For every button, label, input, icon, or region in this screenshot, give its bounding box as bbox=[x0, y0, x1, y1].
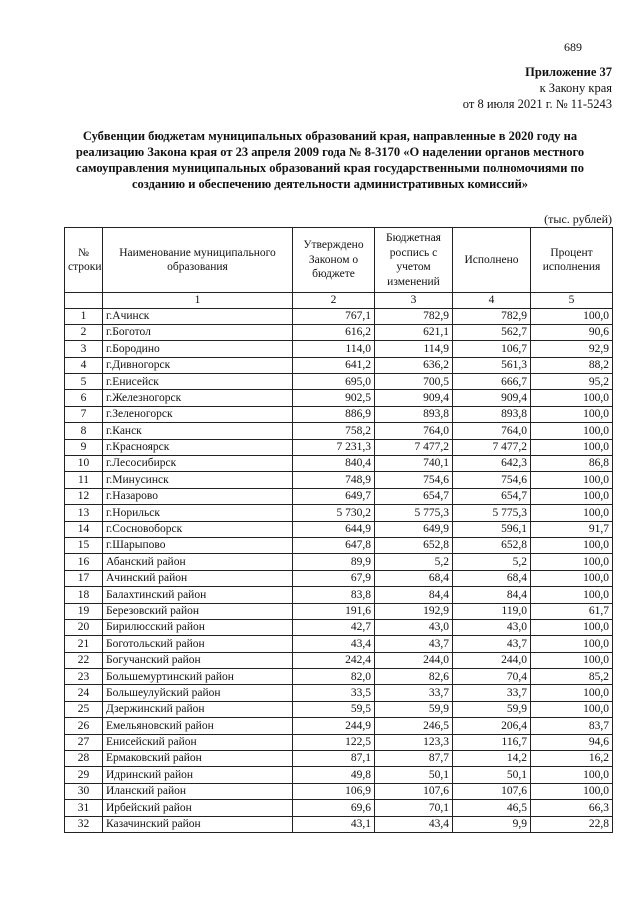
cell-approved: 7 231,3 bbox=[293, 439, 375, 455]
cell-row-number: 23 bbox=[65, 669, 103, 685]
cell-row-number: 32 bbox=[65, 816, 103, 832]
cell-executed: 46,5 bbox=[453, 800, 531, 816]
table-header-row bbox=[65, 228, 613, 293]
cell-row-number: 12 bbox=[65, 488, 103, 504]
cell-budget-list: 740,1 bbox=[375, 456, 453, 472]
cell-executed: 5 775,3 bbox=[453, 505, 531, 521]
cell-municipality: Балахтинский район bbox=[103, 587, 293, 603]
table-row bbox=[65, 324, 613, 340]
column-number: 4 bbox=[453, 293, 531, 309]
cell-percent: 100,0 bbox=[531, 488, 613, 504]
cell-executed: 666,7 bbox=[453, 374, 531, 390]
cell-municipality: г.Зеленогорск bbox=[103, 406, 293, 422]
cell-row-number: 10 bbox=[65, 456, 103, 472]
cell-municipality: Емельяновский район bbox=[103, 718, 293, 734]
cell-municipality: Дзержинский район bbox=[103, 701, 293, 717]
cell-executed: 561,3 bbox=[453, 357, 531, 373]
cell-municipality: Бирилюсский район bbox=[103, 619, 293, 635]
cell-municipality: г.Сосновоборск bbox=[103, 521, 293, 537]
cell-budget-list: 43,4 bbox=[375, 816, 453, 832]
table-row bbox=[65, 456, 613, 472]
cell-percent: 100,0 bbox=[531, 767, 613, 783]
header-municipality: Наименование муниципального образования bbox=[103, 228, 293, 293]
cell-row-number: 27 bbox=[65, 734, 103, 750]
cell-row-number: 29 bbox=[65, 767, 103, 783]
cell-budget-list: 84,4 bbox=[375, 587, 453, 603]
column-number: 5 bbox=[531, 293, 613, 309]
cell-percent: 100,0 bbox=[531, 439, 613, 455]
cell-executed: 107,6 bbox=[453, 783, 531, 799]
cell-approved: 244,9 bbox=[293, 718, 375, 734]
cell-row-number: 1 bbox=[65, 308, 103, 324]
cell-approved: 616,2 bbox=[293, 324, 375, 340]
cell-executed: 7 477,2 bbox=[453, 439, 531, 455]
cell-approved: 43,1 bbox=[293, 816, 375, 832]
cell-percent: 100,0 bbox=[531, 570, 613, 586]
cell-approved: 59,5 bbox=[293, 701, 375, 717]
cell-budget-list: 5 775,3 bbox=[375, 505, 453, 521]
table-row bbox=[65, 505, 613, 521]
cell-row-number: 13 bbox=[65, 505, 103, 521]
cell-budget-list: 246,5 bbox=[375, 718, 453, 734]
document-title: Субвенции бюджетам муниципальных образований края, направленные в 2020 году на реализацию Закона края от 23 апреля 2009 года № 8-3170 «О наделении органов местного самоуправления муниципальных образований края государственными полномочиями по созданию и обеспечению деятельности административных комиссий» bbox=[75, 129, 585, 191]
cell-budget-list: 652,8 bbox=[375, 537, 453, 553]
cell-approved: 87,1 bbox=[293, 751, 375, 767]
cell-executed: 652,8 bbox=[453, 537, 531, 553]
table-row bbox=[65, 751, 613, 767]
cell-executed: 654,7 bbox=[453, 488, 531, 504]
cell-row-number: 24 bbox=[65, 685, 103, 701]
cell-approved: 647,8 bbox=[293, 537, 375, 553]
cell-approved: 42,7 bbox=[293, 619, 375, 635]
cell-percent: 100,0 bbox=[531, 619, 613, 635]
cell-percent: 92,9 bbox=[531, 341, 613, 357]
cell-executed: 244,0 bbox=[453, 652, 531, 668]
table-row bbox=[65, 406, 613, 422]
page-number: 689 bbox=[564, 40, 582, 54]
table-row bbox=[65, 701, 613, 717]
table-row bbox=[65, 685, 613, 701]
cell-approved: 82,0 bbox=[293, 669, 375, 685]
cell-approved: 43,4 bbox=[293, 636, 375, 652]
cell-row-number: 30 bbox=[65, 783, 103, 799]
cell-budget-list: 43,7 bbox=[375, 636, 453, 652]
cell-approved: 83,8 bbox=[293, 587, 375, 603]
table-row bbox=[65, 783, 613, 799]
cell-executed: 642,3 bbox=[453, 456, 531, 472]
table-row bbox=[65, 423, 613, 439]
cell-executed: 893,8 bbox=[453, 406, 531, 422]
cell-row-number: 4 bbox=[65, 357, 103, 373]
cell-budget-list: 754,6 bbox=[375, 472, 453, 488]
cell-approved: 886,9 bbox=[293, 406, 375, 422]
cell-approved: 191,6 bbox=[293, 603, 375, 619]
cell-municipality: г.Енисейск bbox=[103, 374, 293, 390]
cell-approved: 758,2 bbox=[293, 423, 375, 439]
table-row bbox=[65, 718, 613, 734]
cell-budget-list: 87,7 bbox=[375, 751, 453, 767]
cell-executed: 562,7 bbox=[453, 324, 531, 340]
cell-percent: 100,0 bbox=[531, 423, 613, 439]
cell-municipality: Ачинский район bbox=[103, 570, 293, 586]
cell-approved: 242,4 bbox=[293, 652, 375, 668]
cell-executed: 84,4 bbox=[453, 587, 531, 603]
cell-row-number: 31 bbox=[65, 800, 103, 816]
cell-row-number: 22 bbox=[65, 652, 103, 668]
table-row bbox=[65, 537, 613, 553]
appendix-date: от 8 июля 2021 г. № 11-5243 bbox=[462, 97, 612, 111]
cell-municipality: г.Лесосибирск bbox=[103, 456, 293, 472]
cell-percent: 100,0 bbox=[531, 472, 613, 488]
cell-municipality: Ирбейский район bbox=[103, 800, 293, 816]
cell-approved: 695,0 bbox=[293, 374, 375, 390]
cell-budget-list: 43,0 bbox=[375, 619, 453, 635]
table-row bbox=[65, 570, 613, 586]
cell-percent: 100,0 bbox=[531, 783, 613, 799]
table-row bbox=[65, 603, 613, 619]
cell-row-number: 25 bbox=[65, 701, 103, 717]
cell-row-number: 18 bbox=[65, 587, 103, 603]
cell-municipality: Идринский район bbox=[103, 767, 293, 783]
table-row bbox=[65, 619, 613, 635]
cell-percent: 100,0 bbox=[531, 636, 613, 652]
appendix-law-ref: к Закону края bbox=[539, 81, 612, 95]
cell-percent: 61,7 bbox=[531, 603, 613, 619]
cell-approved: 106,9 bbox=[293, 783, 375, 799]
cell-executed: 68,4 bbox=[453, 570, 531, 586]
table-row bbox=[65, 734, 613, 750]
cell-percent: 100,0 bbox=[531, 554, 613, 570]
cell-municipality: Иланский район bbox=[103, 783, 293, 799]
table-body bbox=[65, 308, 613, 833]
table-row bbox=[65, 374, 613, 390]
cell-executed: 5,2 bbox=[453, 554, 531, 570]
cell-row-number: 6 bbox=[65, 390, 103, 406]
cell-budget-list: 621,1 bbox=[375, 324, 453, 340]
cell-budget-list: 50,1 bbox=[375, 767, 453, 783]
cell-executed: 206,4 bbox=[453, 718, 531, 734]
cell-budget-list: 192,9 bbox=[375, 603, 453, 619]
table-row bbox=[65, 341, 613, 357]
table-row bbox=[65, 554, 613, 570]
cell-row-number: 26 bbox=[65, 718, 103, 734]
cell-percent: 100,0 bbox=[531, 537, 613, 553]
cell-budget-list: 649,9 bbox=[375, 521, 453, 537]
table-column-numbers bbox=[65, 293, 613, 309]
cell-budget-list: 33,7 bbox=[375, 685, 453, 701]
cell-row-number: 9 bbox=[65, 439, 103, 455]
table-row bbox=[65, 308, 613, 324]
cell-row-number: 15 bbox=[65, 537, 103, 553]
cell-municipality: г.Канск bbox=[103, 423, 293, 439]
cell-municipality: Ермаковский район bbox=[103, 751, 293, 767]
table-row bbox=[65, 439, 613, 455]
cell-percent: 85,2 bbox=[531, 669, 613, 685]
cell-executed: 9,9 bbox=[453, 816, 531, 832]
cell-budget-list: 654,7 bbox=[375, 488, 453, 504]
cell-municipality: Боготольский район bbox=[103, 636, 293, 652]
cell-budget-list: 782,9 bbox=[375, 308, 453, 324]
cell-row-number: 2 bbox=[65, 324, 103, 340]
table-row bbox=[65, 669, 613, 685]
cell-executed: 106,7 bbox=[453, 341, 531, 357]
cell-row-number: 20 bbox=[65, 619, 103, 635]
cell-executed: 33,7 bbox=[453, 685, 531, 701]
table-row bbox=[65, 488, 613, 504]
cell-percent: 100,0 bbox=[531, 587, 613, 603]
cell-budget-list: 893,8 bbox=[375, 406, 453, 422]
appendix-title: Приложение 37 bbox=[525, 65, 612, 79]
table-row bbox=[65, 357, 613, 373]
cell-row-number: 11 bbox=[65, 472, 103, 488]
cell-row-number: 7 bbox=[65, 406, 103, 422]
cell-row-number: 21 bbox=[65, 636, 103, 652]
cell-municipality: Абанский район bbox=[103, 554, 293, 570]
cell-executed: 70,4 bbox=[453, 669, 531, 685]
column-number: 3 bbox=[375, 293, 453, 309]
cell-approved: 5 730,2 bbox=[293, 505, 375, 521]
cell-municipality: Богучанский район bbox=[103, 652, 293, 668]
cell-row-number: 14 bbox=[65, 521, 103, 537]
cell-approved: 767,1 bbox=[293, 308, 375, 324]
cell-row-number: 3 bbox=[65, 341, 103, 357]
cell-municipality: г.Норильск bbox=[103, 505, 293, 521]
cell-percent: 88,2 bbox=[531, 357, 613, 373]
table-row bbox=[65, 800, 613, 816]
cell-percent: 100,0 bbox=[531, 390, 613, 406]
table-row bbox=[65, 472, 613, 488]
cell-budget-list: 70,1 bbox=[375, 800, 453, 816]
cell-approved: 49,8 bbox=[293, 767, 375, 783]
column-number: 2 bbox=[293, 293, 375, 309]
cell-budget-list: 700,5 bbox=[375, 374, 453, 390]
cell-municipality: г.Боготол bbox=[103, 324, 293, 340]
cell-row-number: 28 bbox=[65, 751, 103, 767]
cell-percent: 16,2 bbox=[531, 751, 613, 767]
header-row-number: № строки bbox=[65, 228, 103, 293]
cell-executed: 59,9 bbox=[453, 701, 531, 717]
cell-percent: 22,8 bbox=[531, 816, 613, 832]
cell-budget-list: 82,6 bbox=[375, 669, 453, 685]
cell-budget-list: 107,6 bbox=[375, 783, 453, 799]
cell-executed: 43,7 bbox=[453, 636, 531, 652]
header-executed: Исполнено bbox=[453, 228, 531, 293]
table-row bbox=[65, 390, 613, 406]
cell-approved: 748,9 bbox=[293, 472, 375, 488]
cell-approved: 902,5 bbox=[293, 390, 375, 406]
cell-budget-list: 244,0 bbox=[375, 652, 453, 668]
cell-municipality: г.Красноярск bbox=[103, 439, 293, 455]
cell-executed: 116,7 bbox=[453, 734, 531, 750]
cell-percent: 94,6 bbox=[531, 734, 613, 750]
cell-municipality: г.Ачинск bbox=[103, 308, 293, 324]
cell-percent: 83,7 bbox=[531, 718, 613, 734]
cell-municipality: г.Железногорск bbox=[103, 390, 293, 406]
cell-municipality: г.Минусинск bbox=[103, 472, 293, 488]
cell-budget-list: 114,9 bbox=[375, 341, 453, 357]
cell-percent: 100,0 bbox=[531, 701, 613, 717]
cell-percent: 100,0 bbox=[531, 406, 613, 422]
cell-approved: 89,9 bbox=[293, 554, 375, 570]
cell-budget-list: 7 477,2 bbox=[375, 439, 453, 455]
table-row bbox=[65, 652, 613, 668]
cell-approved: 67,9 bbox=[293, 570, 375, 586]
cell-approved: 122,5 bbox=[293, 734, 375, 750]
cell-budget-list: 123,3 bbox=[375, 734, 453, 750]
cell-approved: 69,6 bbox=[293, 800, 375, 816]
cell-municipality: Большемуртинский район bbox=[103, 669, 293, 685]
table-row bbox=[65, 816, 613, 832]
cell-approved: 644,9 bbox=[293, 521, 375, 537]
cell-municipality: г.Шарыпово bbox=[103, 537, 293, 553]
cell-row-number: 19 bbox=[65, 603, 103, 619]
subsidy-table bbox=[64, 227, 613, 833]
cell-budget-list: 59,9 bbox=[375, 701, 453, 717]
cell-executed: 50,1 bbox=[453, 767, 531, 783]
table-row bbox=[65, 587, 613, 603]
cell-municipality: г.Бородино bbox=[103, 341, 293, 357]
header-budget-list: Бюджетная роспись с учетом изменений bbox=[375, 228, 453, 293]
cell-approved: 649,7 bbox=[293, 488, 375, 504]
table-row bbox=[65, 521, 613, 537]
header-approved: Утверждено Законом о бюджете bbox=[293, 228, 375, 293]
cell-percent: 95,2 bbox=[531, 374, 613, 390]
units-label: (тыс. рублей) bbox=[544, 212, 612, 226]
cell-percent: 100,0 bbox=[531, 505, 613, 521]
cell-budget-list: 5,2 bbox=[375, 554, 453, 570]
cell-approved: 114,0 bbox=[293, 341, 375, 357]
cell-approved: 33,5 bbox=[293, 685, 375, 701]
cell-budget-list: 68,4 bbox=[375, 570, 453, 586]
cell-row-number: 16 bbox=[65, 554, 103, 570]
cell-approved: 641,2 bbox=[293, 357, 375, 373]
cell-municipality: Большеулуйский район bbox=[103, 685, 293, 701]
cell-row-number: 5 bbox=[65, 374, 103, 390]
cell-executed: 14,2 bbox=[453, 751, 531, 767]
cell-executed: 782,9 bbox=[453, 308, 531, 324]
cell-executed: 754,6 bbox=[453, 472, 531, 488]
cell-executed: 909,4 bbox=[453, 390, 531, 406]
cell-percent: 66,3 bbox=[531, 800, 613, 816]
cell-municipality: г.Назарово bbox=[103, 488, 293, 504]
cell-row-number: 17 bbox=[65, 570, 103, 586]
cell-municipality: Березовский район bbox=[103, 603, 293, 619]
column-number: 1 bbox=[103, 293, 293, 309]
column-number bbox=[65, 293, 103, 309]
table-row bbox=[65, 636, 613, 652]
cell-municipality: г.Дивногорск bbox=[103, 357, 293, 373]
cell-budget-list: 764,0 bbox=[375, 423, 453, 439]
cell-percent: 90,6 bbox=[531, 324, 613, 340]
cell-executed: 43,0 bbox=[453, 619, 531, 635]
cell-percent: 100,0 bbox=[531, 685, 613, 701]
cell-executed: 764,0 bbox=[453, 423, 531, 439]
cell-municipality: Казачинский район bbox=[103, 816, 293, 832]
table-row bbox=[65, 767, 613, 783]
cell-percent: 100,0 bbox=[531, 652, 613, 668]
cell-budget-list: 636,2 bbox=[375, 357, 453, 373]
cell-row-number: 8 bbox=[65, 423, 103, 439]
cell-percent: 91,7 bbox=[531, 521, 613, 537]
cell-approved: 840,4 bbox=[293, 456, 375, 472]
cell-executed: 596,1 bbox=[453, 521, 531, 537]
cell-municipality: Енисейский район bbox=[103, 734, 293, 750]
cell-executed: 119,0 bbox=[453, 603, 531, 619]
header-percent: Процент исполнения bbox=[531, 228, 613, 293]
cell-percent: 100,0 bbox=[531, 308, 613, 324]
appendix-block bbox=[463, 64, 612, 112]
cell-budget-list: 909,4 bbox=[375, 390, 453, 406]
cell-percent: 86,8 bbox=[531, 456, 613, 472]
